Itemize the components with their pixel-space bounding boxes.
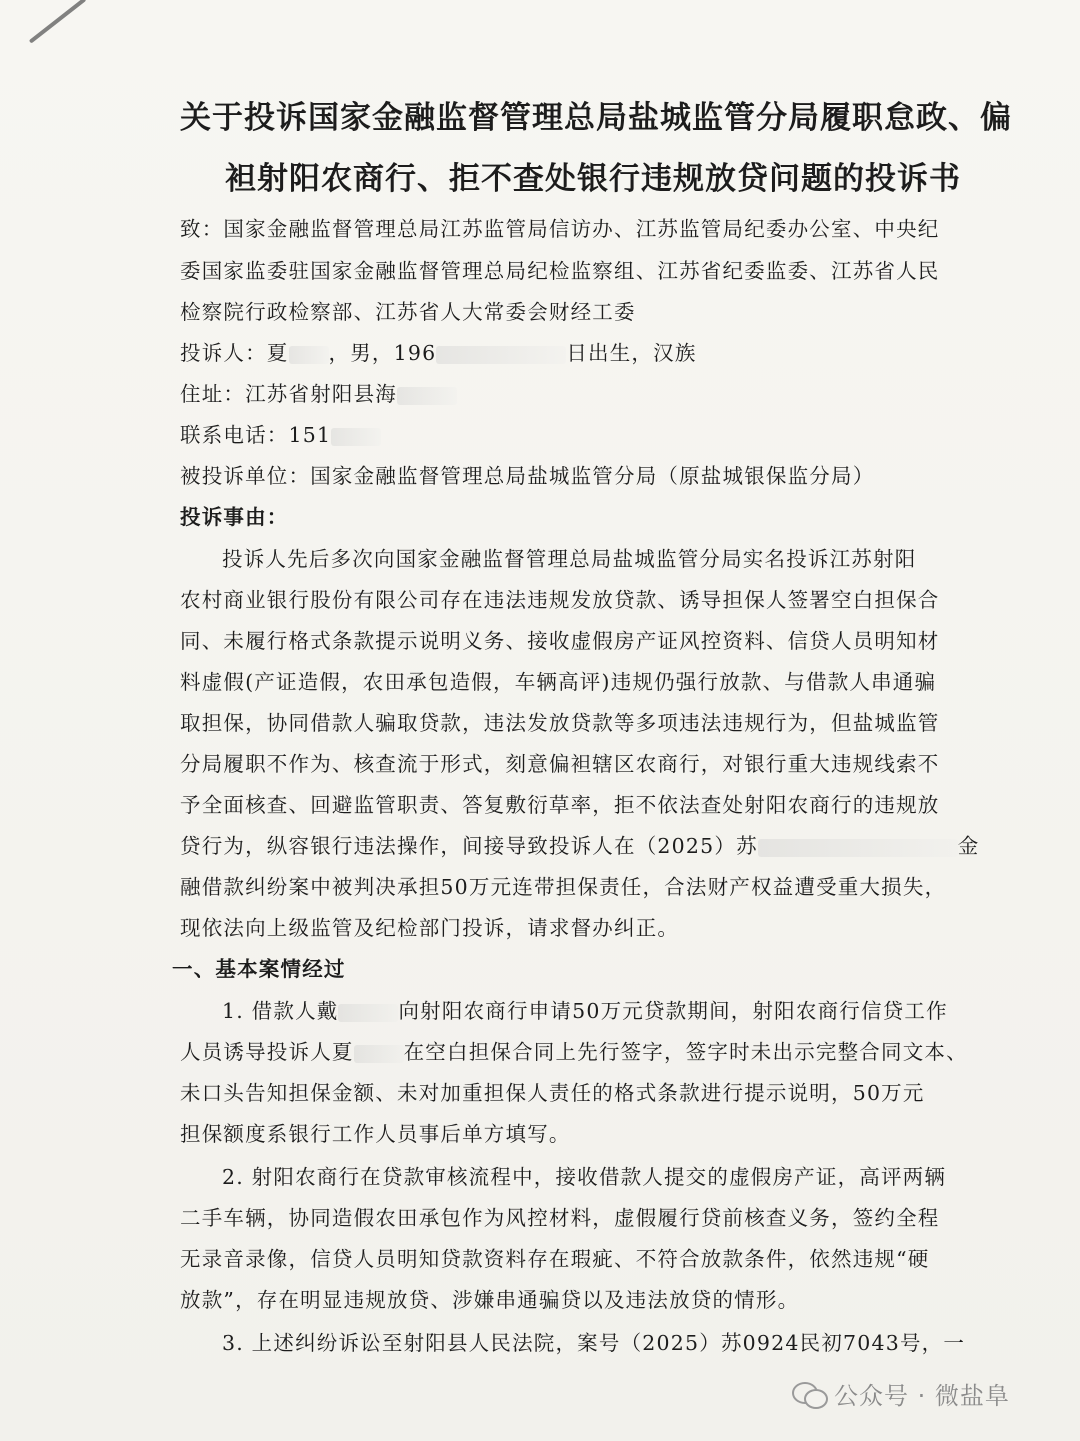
reason-line-6: 分局履职不作为、核查流于形式，刻意偏袒辖区农商行，对银行重大违规线索不 [180, 752, 940, 776]
reason-line-3: 同、未履行格式条款提示说明义务、接收虚假房产证风控资料、信贷人员明知材 [180, 629, 940, 653]
reason-heading: 投诉事由： [180, 505, 289, 529]
item-2-line-2: 二手车辆，协同造假农田承包作为风控材料，虚假履行贷前核查义务，签约全程 [180, 1206, 940, 1230]
watermark-text: 公众号 · 微盐阜 [834, 1382, 1010, 1410]
item-1-text-b: 向射阳农商行申请50万元贷款期间，射阳农商行信贷工作 [398, 999, 948, 1023]
redaction [436, 346, 566, 364]
redaction [289, 346, 329, 364]
wechat-icon [792, 1380, 826, 1408]
reason-line-1: 投诉人先后多次向国家金融监督管理总局盐城监管分局实名投诉江苏射阳 [222, 547, 917, 571]
item-1-line-3: 未口头告知担保金额、未对加重担保人责任的格式条款进行提示说明，50万元 [180, 1081, 925, 1105]
addressee-line-1: 致：国家金融监督管理总局江苏监管局信访办、江苏监管局纪委办公室、中央纪 [180, 217, 940, 241]
phone-line [180, 418, 980, 448]
section-1-heading: 一、基本案情经过 [172, 957, 346, 981]
reason-line-7: 予全面核查、回避监管职责、答复敷衍草率，拒不依法查处射阳农商行的违规放 [180, 793, 940, 817]
redaction [331, 428, 381, 446]
item-2-line-4: 放款”，存在明显违规放贷、涉嫌串通骗贷以及违法放贷的情形。 [180, 1288, 800, 1312]
item-1-line-1 [222, 994, 1022, 1024]
complainant-gender: ，男，196 [328, 341, 437, 365]
respondent-line: 被投诉单位：国家金融监督管理总局盐城监管分局（原盐城银保监分局） [180, 464, 875, 488]
reason-line-8-text: 贷行为，纵容银行违法操作，间接导致投诉人在（2025）苏 [180, 834, 758, 858]
reason-line-8-end: 金 [957, 834, 980, 858]
redaction [354, 1045, 404, 1063]
item-1-line-2 [180, 1035, 980, 1065]
title-line-2: 袒射阳农商行、拒不查处银行违规放贷问题的投诉书 [225, 161, 961, 197]
item-2-line-1: 2. 射阳农商行在贷款审核流程中，接收借款人提交的虚假房产证，高评两辆 [222, 1165, 947, 1189]
addressee-line-2: 委国家监委驻国家金融监督管理总局纪检监察组、江苏省纪委监委、江苏省人民 [180, 259, 940, 283]
item-1-text-a: 1. 借款人戴 [222, 999, 339, 1023]
redaction [397, 387, 457, 405]
address-line [180, 377, 980, 407]
redaction [758, 839, 958, 857]
reason-line-4: 料虚假(产证造假，农田承包造假，车辆高评)违规仍强行放款、与借款人串通骗 [180, 670, 937, 694]
item-3-line-1: 3. 上述纠纷诉讼至射阳县人民法院，案号（2025）苏0924民初7043号，一 [222, 1331, 966, 1355]
complainant-birth: 日出生，汉族 [566, 341, 697, 365]
item-2-line-3: 无录音录像，信贷人员明知贷款资料存在瑕疵、不符合放款条件，依然违规“硬 [180, 1247, 930, 1271]
reason-line-9: 融借款纠纷案中被判决承担50万元连带担保责任，合法财产权益遭受重大损失， [180, 875, 947, 899]
item-1-text-c: 人员诱导投诉人夏 [180, 1040, 354, 1064]
reason-line-8 [180, 829, 980, 859]
reason-line-10: 现依法向上级监管及纪检部门投诉，请求督办纠正。 [180, 916, 680, 940]
reason-line-5: 取担保，协同借款人骗取贷款，违法发放贷款等多项违法违规行为，但盐城监管 [180, 711, 940, 735]
reason-line-2: 农村商业银行股份有限公司存在违法违规发放贷款、诱导担保人签署空白担保合 [180, 588, 940, 612]
complainant-label: 投诉人：夏 [180, 341, 289, 365]
title-line-1: 关于投诉国家金融监督管理总局盐城监管分局履职怠政、偏 [180, 100, 1012, 136]
phone-text: 联系电话：151 [180, 423, 332, 447]
pen-mark [29, 0, 87, 44]
address-text: 住址：江苏省射阳县海 [180, 382, 397, 406]
redaction [338, 1004, 398, 1022]
complainant-line [180, 336, 980, 366]
item-1-text-d: 在空白担保合同上先行签字，签字时未出示完整合同文本、 [403, 1040, 968, 1064]
item-1-line-4: 担保额度系银行工作人员事后单方填写。 [180, 1122, 571, 1146]
addressee-line-3: 检察院行政检察部、江苏省人大常委会财经工委 [180, 300, 636, 324]
watermark [792, 1376, 1010, 1411]
